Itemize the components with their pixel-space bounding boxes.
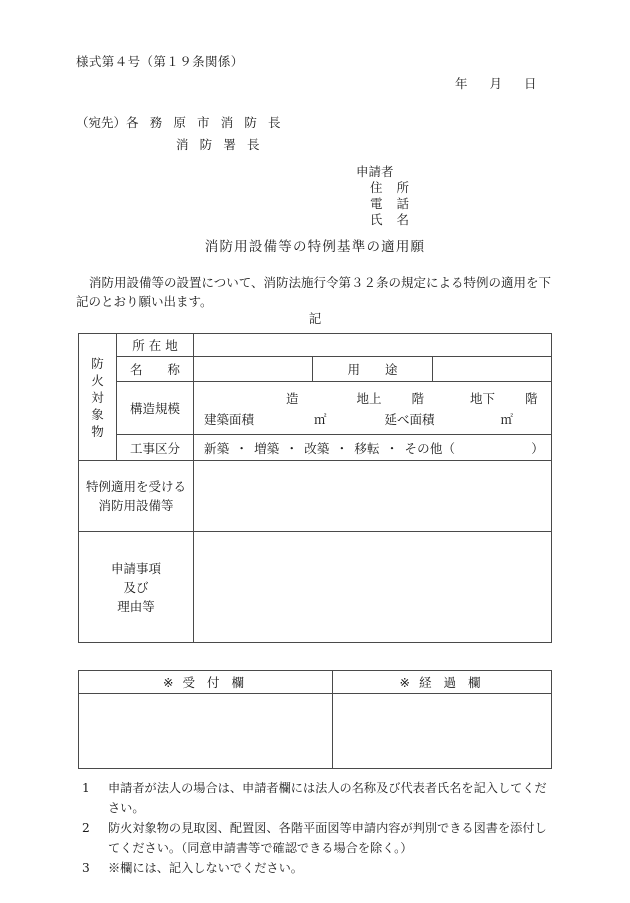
addressee-line-1 [76,113,284,131]
label-shinsei-line-3: 理由等 [117,598,155,614]
label-progress-column [333,671,552,694]
footer-note-1-text: 申請者が法人の場合は、申請者欄には法人の名称及び代表者氏名を記入してください。 [108,781,547,815]
table-row-structure [79,382,552,435]
date-day-label: 日 [524,76,537,91]
footer-note-3 [78,858,558,878]
applicant-address-label-b: 所 [396,180,410,195]
label-location: 所 在 地 [117,334,194,357]
body-paragraph: 消防用設備等の設置について、消防法施行令第３２条の規定による特例の適用を下記のとおり願い出ます。 [76,275,552,309]
office-use-table [78,670,552,769]
addressee-chief: 各 務 原 市 消 防 長 [126,115,285,130]
vertical-char-3: 対 [91,389,104,405]
work-option-relocation[interactable]: 移転 [354,440,380,456]
input-tokurei-equipment[interactable] [194,461,552,532]
work-separator-2: ・ [285,440,299,456]
label-structure: 構造規模 [117,382,194,435]
label-tokurei-line-1: 特例適用を受ける [85,479,186,494]
table-row-application-details [79,532,552,643]
fire-object-table [78,333,552,643]
total-floor-area-label: 延べ面積 [384,411,435,427]
applicant-phone-label-a: 電 [370,196,383,211]
input-work-type[interactable] [194,435,552,461]
footer-note-3-number: 3 [82,861,90,875]
date-line [455,74,537,92]
label-name: 名 称 [117,357,194,382]
input-structure[interactable] [194,382,552,435]
label-work-type: 工事区分 [117,435,194,461]
work-paren-close: ） [531,440,544,456]
work-option-rebuild[interactable]: 改築 [304,440,330,456]
footer-note-2-text: 防火対象物の見取図、配置図、各階平面図等申請内容が判別できる図書を添付してください。（同意申請書等で確認できる場合を除く。） [108,821,547,855]
input-name[interactable] [194,357,313,382]
progress-label-text: 経 過 欄 [419,675,485,690]
footer-note-2-number: 2 [82,821,90,835]
vertical-label-fire-object [79,334,117,461]
input-application-details[interactable] [194,532,552,643]
total-floor-area-unit: ㎡ [500,411,514,427]
label-tokurei-equipment [79,461,194,532]
applicant-name-label-a: 氏 [370,212,383,227]
structure-construction-label: 造 [286,390,299,406]
applicant-phone-label-b: 話 [396,196,410,211]
work-separator-1: ・ [235,440,249,456]
structure-below-ground-label: 地下 [470,390,496,406]
label-tokurei-line-2: 消防用設備等 [98,498,174,513]
addressee-block [76,113,284,153]
office-use-body-row [79,694,552,769]
applicant-address-label-a: 住 [370,180,383,195]
footer-note-3-text: ※欄には、記入しないでください。 [108,861,303,875]
work-option-other[interactable]: その他 [404,440,443,456]
input-location[interactable] [194,334,552,357]
structure-line-1 [194,388,551,409]
structure-below-ground-unit: 階 [525,390,538,406]
form-number: 様式第４号（第１９条関係） [76,54,244,69]
label-shinsei-line-2: 及び [123,579,149,595]
table-row-work-type [79,435,552,461]
vertical-char-5: 物 [91,423,104,439]
applicant-phone-row [356,196,409,212]
addressee-prefix: （宛先） [76,115,127,130]
vertical-char-1: 防 [91,355,104,371]
work-option-extension[interactable]: 増築 [254,440,280,456]
structure-fields [194,384,551,433]
table-row-location [79,334,552,357]
reference-mark-icon: ※ [163,675,174,690]
label-application-details [79,532,194,643]
structure-above-ground-label: 地上 [356,390,382,406]
input-reception[interactable] [79,694,333,769]
table-row-tokurei-equipment [79,461,552,532]
date-year-label: 年 [455,76,468,91]
footer-note-1-number: 1 [82,781,90,795]
work-separator-4: ・ [385,440,399,456]
applicant-name-row [356,212,409,228]
applicant-address-row [356,180,409,196]
footer-note-1 [78,778,558,818]
label-reception-column [79,671,333,694]
reference-mark-icon-2: ※ [399,675,411,690]
vertical-char-4: 象 [91,406,104,422]
addressee-line-2: 消 防 署 長 [176,137,264,152]
building-area-label: 建築面積 [204,411,255,427]
building-area-unit: ㎡ [314,411,327,427]
label-shinsei-line-1: 申請事項 [110,560,161,576]
vertical-char-2: 火 [91,372,104,388]
structure-line-2 [194,409,551,430]
office-use-header-row [79,671,552,694]
page-title: 消防用設備等の特例基準の適用願 [204,239,426,255]
ki-marker: 記 [308,311,322,326]
label-use: 用 途 [313,357,432,382]
input-use[interactable] [432,357,551,382]
work-type-options [194,439,551,457]
structure-above-ground-unit: 階 [411,390,425,406]
reception-label-text: 受 付 欄 [182,675,248,690]
applicant-heading: 申請者 [356,164,394,179]
footer-note-2 [78,818,558,858]
work-separator-3: ・ [335,440,349,456]
footer-notes [78,778,558,878]
work-paren-open: （ [442,440,456,456]
applicant-block [356,164,409,228]
table-row-name-use [79,357,552,382]
applicant-name-label-b: 名 [396,212,410,227]
date-month-label: 月 [489,76,503,91]
work-option-new[interactable]: 新築 [204,440,230,456]
input-progress[interactable] [333,694,552,769]
